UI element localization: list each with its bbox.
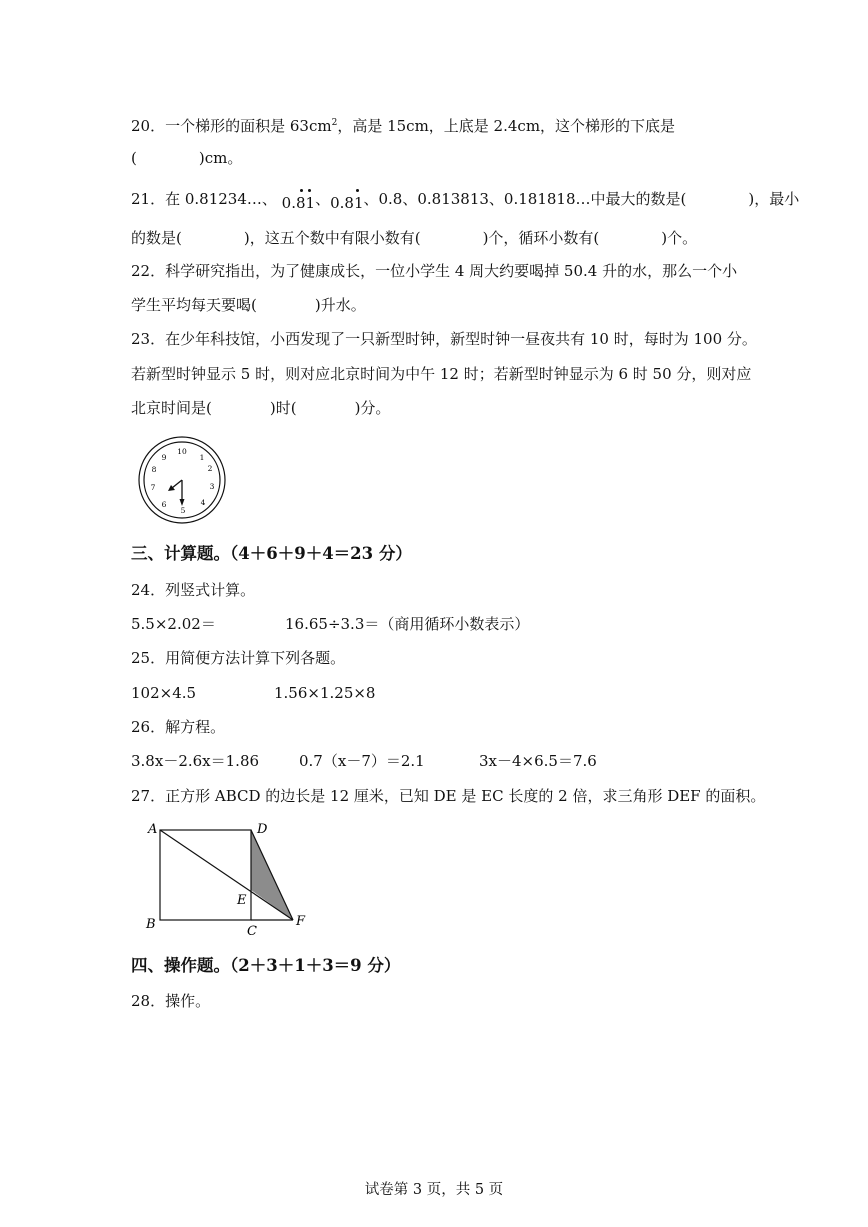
q26-eq1: 3.8x－2.6x＝1.86	[131, 752, 260, 770]
q20-line2: ( )cm。	[131, 149, 243, 167]
segment-af	[160, 830, 293, 920]
page-footer: 试卷第 3 页，共 5 页	[364, 1182, 504, 1198]
q25-expr2: 1.56×1.25×8	[274, 684, 376, 702]
clock-number: 2	[207, 464, 213, 473]
q22-line1: 22．科学研究指出，为了健康成长，一位小学生 4 周大约要喝掉 50.4 升的水，那么一个小	[131, 262, 738, 280]
clock-number: 1	[199, 453, 205, 462]
q26-title: 26．解方程。	[131, 718, 226, 736]
section-three-title: 三、计算题。（4＋6＋9＋4＝23 分）	[131, 544, 412, 563]
q23-line3: 北京时间是( )时( )分。	[131, 399, 391, 417]
q21-line2: 的数是( )，这五个数中有限小数有( )个，循环小数有( )个。	[131, 229, 698, 247]
clock-number: 9	[161, 453, 167, 462]
clock-number: 7	[150, 483, 156, 492]
new-clock-figure	[136, 436, 230, 526]
repeat-dot	[308, 189, 311, 192]
clock-number: 10	[177, 447, 187, 456]
repeat-dot	[300, 189, 303, 192]
q20-line1: 20．一个梯形的面积是 $63cm^2$，高是 15cm，上底是 2.4cm，这个梯形的下底是	[131, 117, 676, 135]
q24-expr1: 5.5×2.02＝	[131, 615, 216, 633]
square-triangle-figure	[140, 818, 320, 940]
q24-title: 24．列竖式计算。	[131, 581, 256, 599]
repeating-decimal-2: 0.81	[330, 193, 363, 213]
clock-number: 4	[200, 498, 206, 507]
q24-expr2: 16.65÷3.3＝（商用循环小数表示）	[285, 615, 530, 633]
label-b: B	[146, 917, 156, 932]
clock-number: 8	[151, 465, 157, 474]
repeat-dot	[356, 189, 359, 192]
label-c: C	[247, 924, 257, 939]
q21-line1: 21．在 0.81234…、 0.81 、0.81 、0.8、0.813813、0.181818…中最大的数是( )，最小	[131, 190, 800, 212]
q25-expr1: 102×4.5	[131, 684, 197, 702]
q26-eq2: 0.7（x－7）＝2.1	[299, 752, 425, 770]
q28-title: 28．操作。	[131, 992, 211, 1010]
label-e: E	[237, 893, 247, 908]
q27-title: 27．正方形 ABCD 的边长是 12 厘米，已知 DE 是 EC 长度的 2 倍，求三角形 DEF 的面积。	[131, 787, 766, 805]
clock-hour-hand	[172, 480, 182, 488]
repeating-decimal-1: 0.81	[282, 193, 315, 213]
label-a: A	[148, 822, 158, 837]
q25-title: 25．用简便方法计算下列各题。	[131, 649, 346, 667]
clock-number: 6	[161, 500, 167, 509]
q20-superscript: 2	[331, 118, 338, 128]
label-f: F	[296, 914, 306, 929]
section-four-title: 四、操作题。（2＋3＋1＋3＝9 分）	[131, 956, 401, 975]
q23-line1: 23．在少年科技馆，小西发现了一只新型时钟，新型时钟一昼夜共有 10 时，每时为 100 分。	[131, 330, 757, 348]
q22-line2: 学生平均每天要喝( )升水。	[131, 296, 366, 314]
clock-number: 3	[209, 482, 215, 491]
clock-hand-arrowhead	[180, 499, 185, 506]
label-d: D	[257, 822, 268, 837]
q26-eq3: 3x－4×6.5＝7.6	[479, 752, 597, 770]
clock-number: 5	[180, 506, 186, 515]
q23-line2: 若新型时钟显示 5 时，则对应北京时间为中午 12 时；若新型时钟显示为 6 时 50 分，则对应	[131, 365, 752, 383]
